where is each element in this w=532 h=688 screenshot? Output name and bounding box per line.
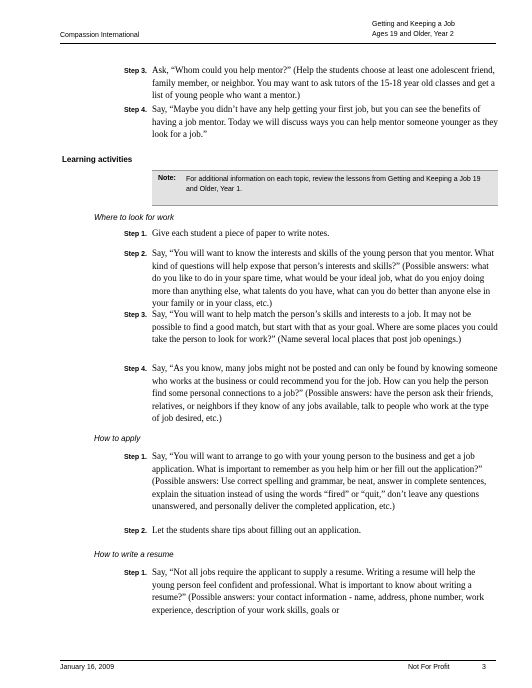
step-label: Step 3. [124, 312, 147, 319]
step-label: Step 1. [124, 231, 147, 238]
step-label: Step 1. [124, 570, 147, 577]
step-label: Step 4. [124, 366, 147, 373]
section-title: Learning activities [62, 155, 133, 164]
step-text: Say, “Not all jobs require the applicant to supply a resume. Writing a resume will help the young person feel confident and professional. What is important to know about writing a resume?” (Possible answers: your contact information - name, address, phone number, work experience, description of your work skills, goals or [152, 567, 485, 615]
step-text: Let the students share tips about filling out an application. [152, 525, 361, 535]
page-number: 3 [482, 664, 486, 671]
step-label: Step 1. [124, 454, 147, 461]
step-text: Give each student a piece of paper to write notes. [152, 228, 330, 238]
footer-date: January 16, 2009 [60, 664, 115, 671]
header-org: Compassion International [60, 32, 140, 39]
step-label: Step 2. [124, 251, 147, 258]
header-title-line2: Ages 19 and Older, Year 2 [372, 31, 454, 38]
footer-rule [60, 660, 496, 661]
footer-label: Not For Profit [408, 664, 450, 671]
step-label: Step 3. [124, 68, 147, 75]
step-text: Say, “You will want to help match the person’s skills and interests to a job. It may not be possible to find a good match, but start with that as your goal. Where are some places you could take the person to look for work?” (Name several local places that post job openings.) [152, 309, 498, 345]
note-label: Note: [158, 175, 176, 182]
note-text: For additional information on each topic, review the lessons from Getting and Keeping a Job 19 and Older, Year 1. [186, 176, 481, 193]
subheading: How to write a resume [94, 550, 174, 559]
step-label: Step 4. [124, 107, 147, 114]
header-title-line1: Getting and Keeping a Job [372, 21, 455, 28]
subheading: Where to look for work [94, 213, 175, 222]
step-text: Ask, “Whom could you help mentor?” (Help the students choose at least one adolescent friend, family member, or neighbor. You may want to ask tutors of the 15-18 year old classes and get a list of young people who want a mentor.) [152, 65, 495, 101]
step-text: Say, “You will want to arrange to go with your young person to the business and get a job application. What is important to remember as you help him or her fill out the application?” (Possible answers: Use correct spelling and grammar, be neat, answer in complete sentences, explain the situation instead of using the words “fired” or “quit,” don’t leave any questions unanswered, and personally deliver the completed application, etc.) [152, 451, 487, 512]
header-title [372, 20, 455, 40]
step-text: Say, “You will want to know the interests and skills of the young person that you mentor. What kind of questions will help expose that person’s interests and skills?” (Possible answers: what do you like to do in your spare time, what would be your ideal job, what do you enjoy doing more than anything else, what talents do you have, what can you do better than anyone else in your family or in your class, etc.) [152, 248, 495, 309]
header-rule [60, 43, 496, 44]
step-text: Say, “As you know, many jobs might not be posted and can only be found by knowing someone who works at the business or could recommend you for the job. How can you help the person find some personal connections to a job?” (Possible answers: have the person ask their friends, relatives, or neighbors if they know of any jobs available, talk to people who work at the type of job desired, etc.) [152, 363, 498, 424]
step-text: Say, “Maybe you didn’t have any help getting your first job, but you can see the benefits of having a job mentor. Today we will discuss ways you can help mentor someone younger as they look for a job.” [152, 104, 498, 140]
step-label: Step 2. [124, 528, 147, 535]
subheading: How to apply [94, 434, 141, 443]
